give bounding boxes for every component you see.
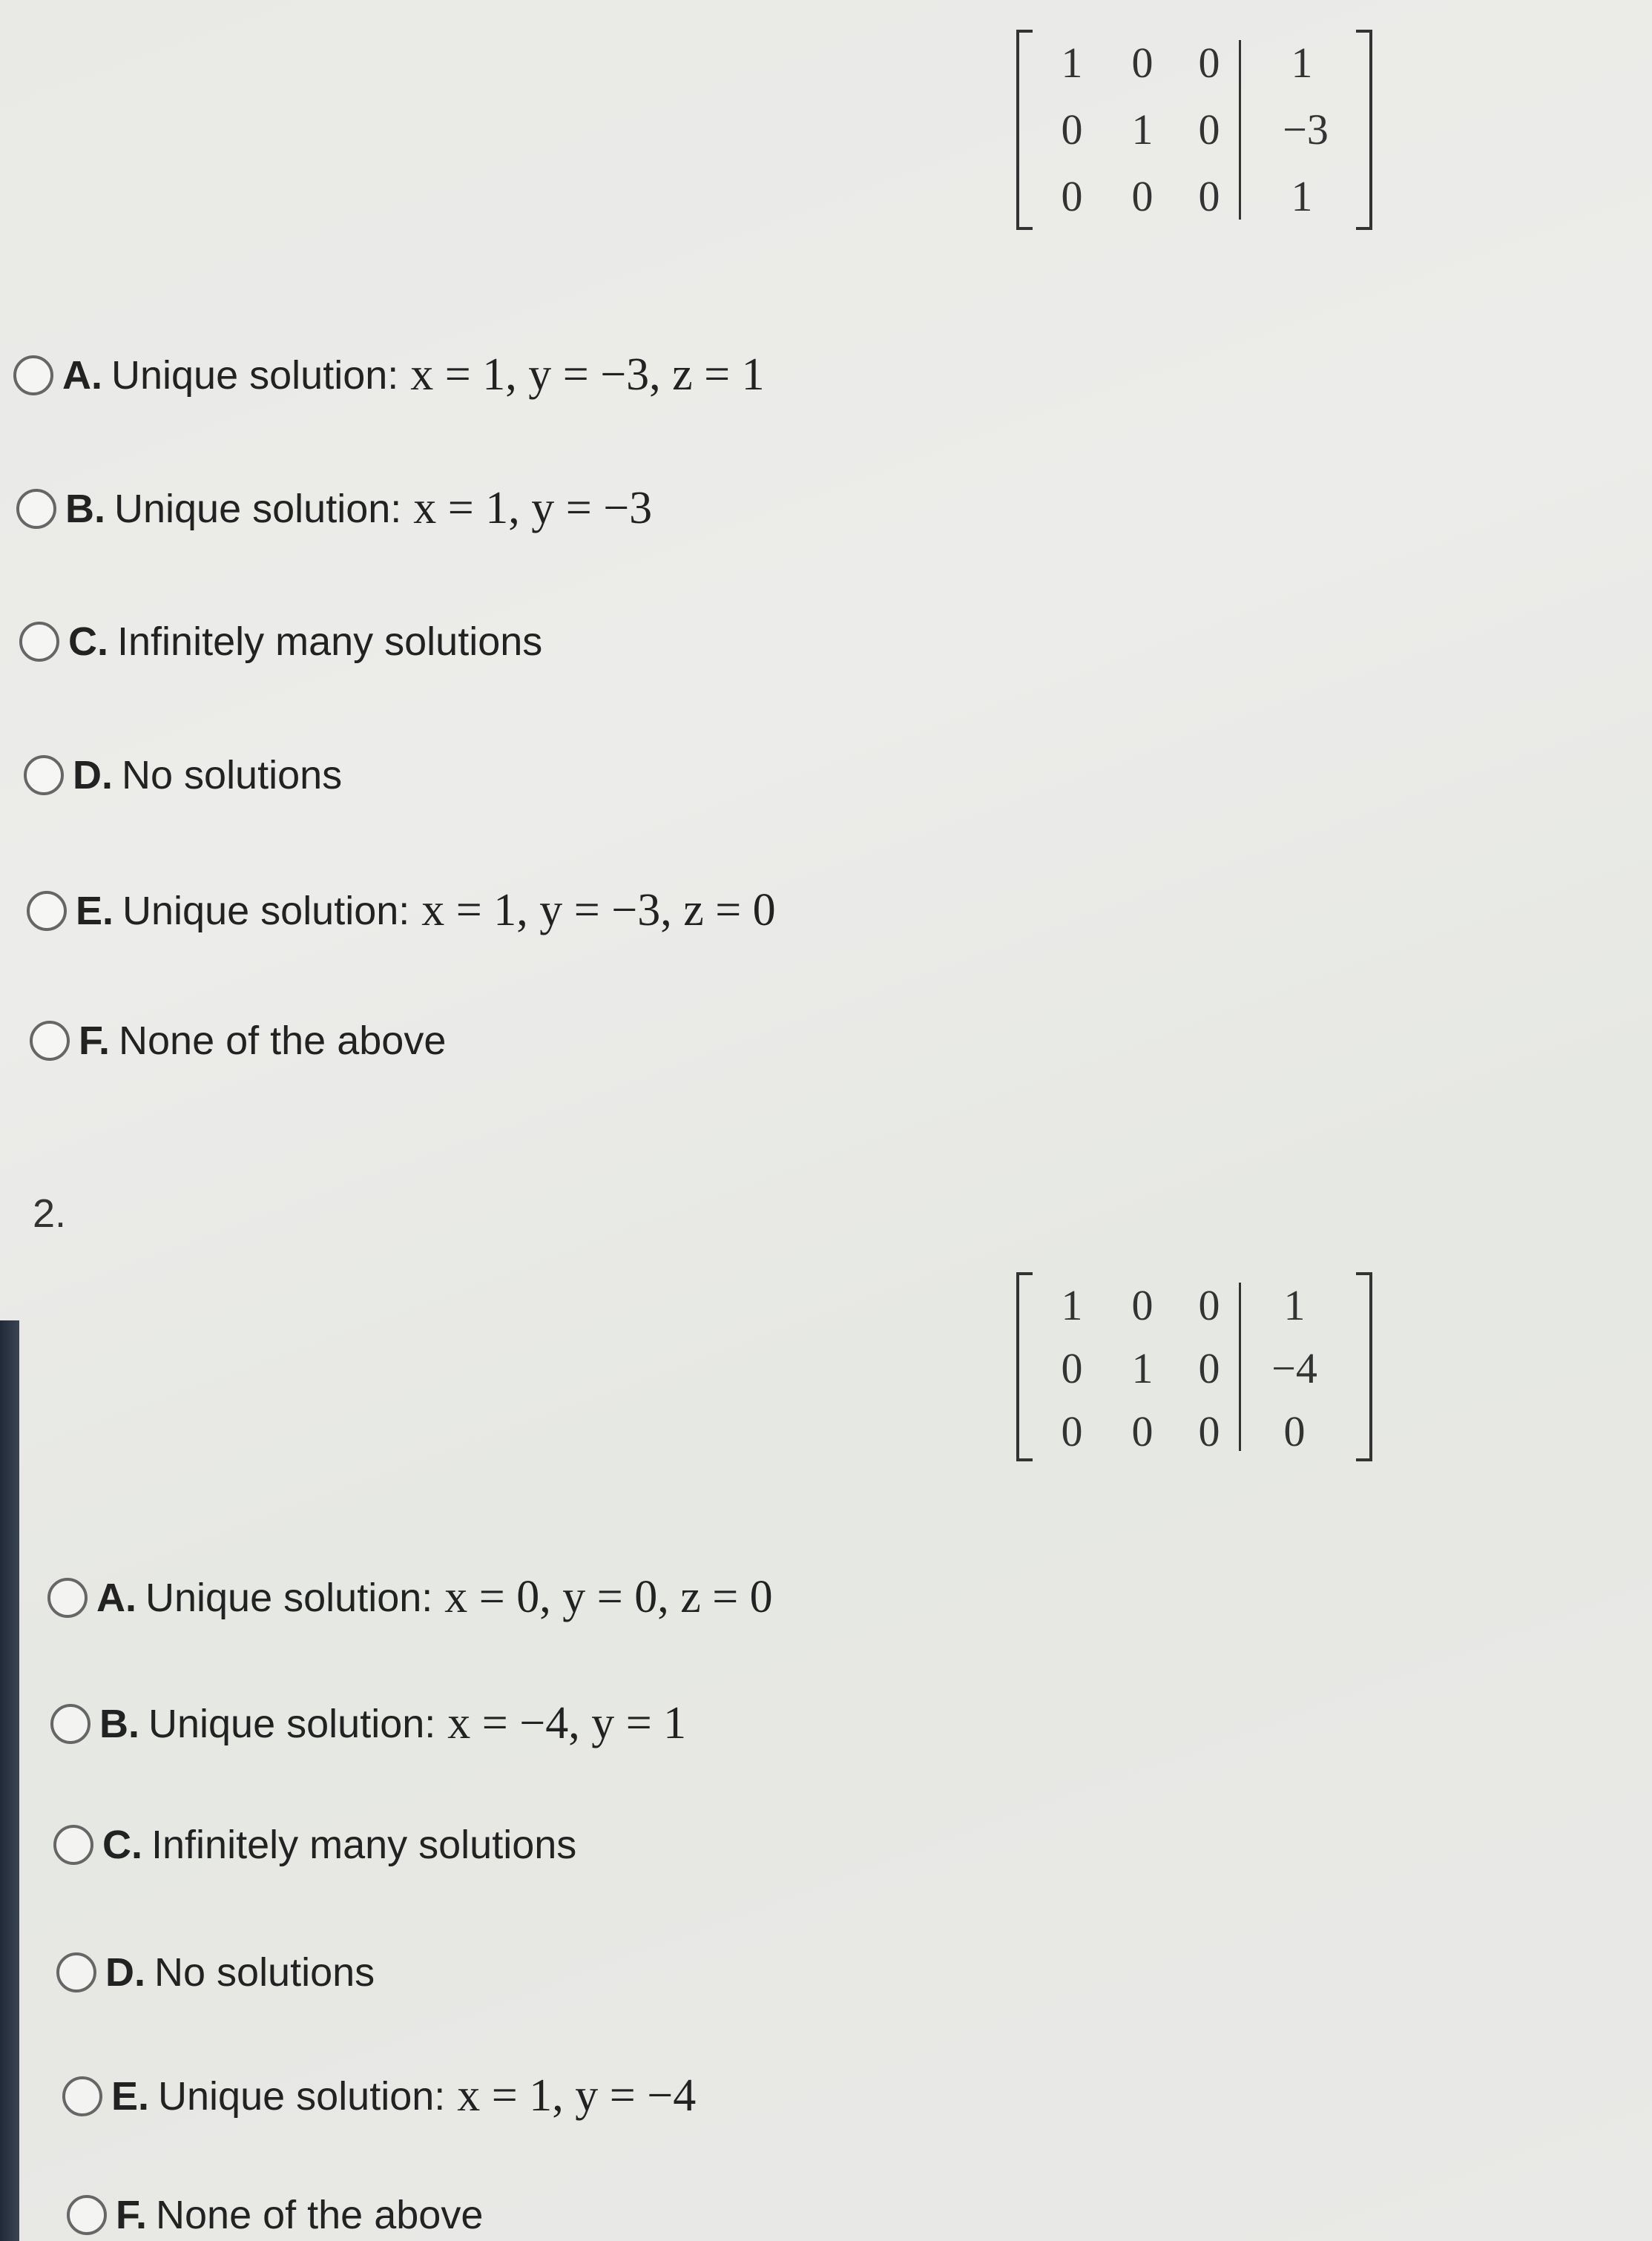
matrix-cell: 0 xyxy=(1198,105,1220,154)
matrix-cell: 1 xyxy=(1131,1344,1154,1392)
q2-option-f[interactable] xyxy=(67,2192,483,2238)
matrix-cell: 1 xyxy=(1131,105,1154,154)
radio-button[interactable] xyxy=(53,1825,93,1865)
option-text: Unique solution: xyxy=(111,352,399,398)
option-text: None of the above xyxy=(156,2193,484,2237)
option-letter: D. xyxy=(105,1950,145,1995)
radio-button[interactable] xyxy=(30,1021,70,1061)
q1-option-e[interactable] xyxy=(27,884,776,937)
radio-button[interactable] xyxy=(19,622,59,662)
radio-button[interactable] xyxy=(56,1952,96,1992)
matrix-cell: 0 xyxy=(1198,172,1220,220)
question-number: 2. xyxy=(33,1191,67,1236)
matrix-cell: 1 xyxy=(1061,1281,1083,1329)
option-letter: B. xyxy=(99,1701,139,1746)
matrix-bracket-right xyxy=(1356,1272,1372,1461)
q1-option-a[interactable] xyxy=(13,349,765,401)
matrix-cell: 0 xyxy=(1198,1407,1220,1455)
matrix-cell: 0 xyxy=(1131,172,1154,220)
q1-option-d[interactable] xyxy=(24,752,342,798)
radio-button[interactable] xyxy=(16,489,56,529)
option-letter: F. xyxy=(116,2193,148,2237)
option-text: Unique solution: xyxy=(148,1701,436,1746)
matrix-cell: 1 xyxy=(1283,1281,1306,1329)
option-letter: F. xyxy=(79,1019,111,1063)
option-math: x = 1, y = −3, z = 0 xyxy=(421,885,776,935)
option-text: Unique solution: xyxy=(145,1575,433,1620)
matrix-cell: 1 xyxy=(1291,172,1313,220)
matrix-cell: 1 xyxy=(1291,39,1313,87)
option-letter: D. xyxy=(73,753,113,797)
radio-button[interactable] xyxy=(47,1578,88,1618)
matrix-cell: 0 xyxy=(1061,105,1083,154)
radio-button[interactable] xyxy=(67,2195,107,2235)
option-text: Unique solution: xyxy=(122,888,410,933)
option-letter: C. xyxy=(68,619,108,664)
matrix-cell: 0 xyxy=(1198,39,1220,87)
option-math: x = 1, y = −3, z = 1 xyxy=(410,349,765,400)
q2-option-c[interactable] xyxy=(53,1822,576,1868)
option-math: x = 0, y = 0, z = 0 xyxy=(444,1572,773,1622)
matrix-bracket-left xyxy=(1016,1272,1033,1461)
option-math: x = 1, y = −3 xyxy=(413,483,653,533)
option-text: No solutions xyxy=(122,753,343,797)
matrix-cell: 0 xyxy=(1198,1281,1220,1329)
matrix-cell: −4 xyxy=(1271,1344,1317,1392)
augmented-matrix-q1 xyxy=(1016,30,1372,230)
option-letter: E. xyxy=(76,888,114,933)
q1-option-c[interactable] xyxy=(19,619,542,665)
option-text: Unique solution: xyxy=(114,486,402,531)
matrix-cell: −3 xyxy=(1283,105,1329,154)
q2-option-b[interactable] xyxy=(50,1697,686,1750)
matrix-cell: 1 xyxy=(1061,39,1083,87)
option-letter: E. xyxy=(111,2073,150,2119)
option-letter: B. xyxy=(65,486,105,531)
matrix-cell: 0 xyxy=(1131,1407,1154,1455)
matrix-bracket-left xyxy=(1016,30,1033,230)
q2-option-a[interactable] xyxy=(47,1571,773,1624)
option-text: No solutions xyxy=(154,1950,375,1995)
option-math: x = −4, y = 1 xyxy=(447,1698,687,1748)
matrix-cell: 0 xyxy=(1198,1344,1220,1392)
matrix-divider xyxy=(1239,40,1241,220)
radio-button[interactable] xyxy=(13,355,53,395)
matrix-cell: 0 xyxy=(1061,1407,1083,1455)
option-letter: C. xyxy=(102,1823,142,1867)
matrix-cell: 0 xyxy=(1061,172,1083,220)
radio-button[interactable] xyxy=(50,1704,91,1744)
matrix-cell: 0 xyxy=(1061,1344,1083,1392)
radio-button[interactable] xyxy=(27,891,67,931)
matrix-cell: 0 xyxy=(1283,1407,1306,1455)
option-text: Unique solution: xyxy=(158,2073,446,2119)
radio-button[interactable] xyxy=(24,755,64,795)
option-text: Infinitely many solutions xyxy=(117,619,543,664)
q2-option-d[interactable] xyxy=(56,1949,375,1995)
q2-option-e[interactable] xyxy=(62,2070,696,2122)
q1-option-b[interactable] xyxy=(16,482,652,535)
option-text: Infinitely many solutions xyxy=(151,1823,577,1867)
matrix-cell: 0 xyxy=(1131,39,1154,87)
option-letter: A. xyxy=(96,1575,136,1620)
option-math: x = 1, y = −4 xyxy=(457,2070,697,2121)
q1-option-f[interactable] xyxy=(30,1018,446,1064)
radio-button[interactable] xyxy=(62,2076,102,2116)
matrix-divider xyxy=(1239,1283,1241,1451)
matrix-bracket-right xyxy=(1356,30,1372,230)
augmented-matrix-q2 xyxy=(1016,1272,1372,1461)
matrix-cell: 0 xyxy=(1131,1281,1154,1329)
option-text: None of the above xyxy=(119,1019,447,1063)
screen-edge xyxy=(0,1320,19,2241)
option-letter: A. xyxy=(62,352,102,398)
